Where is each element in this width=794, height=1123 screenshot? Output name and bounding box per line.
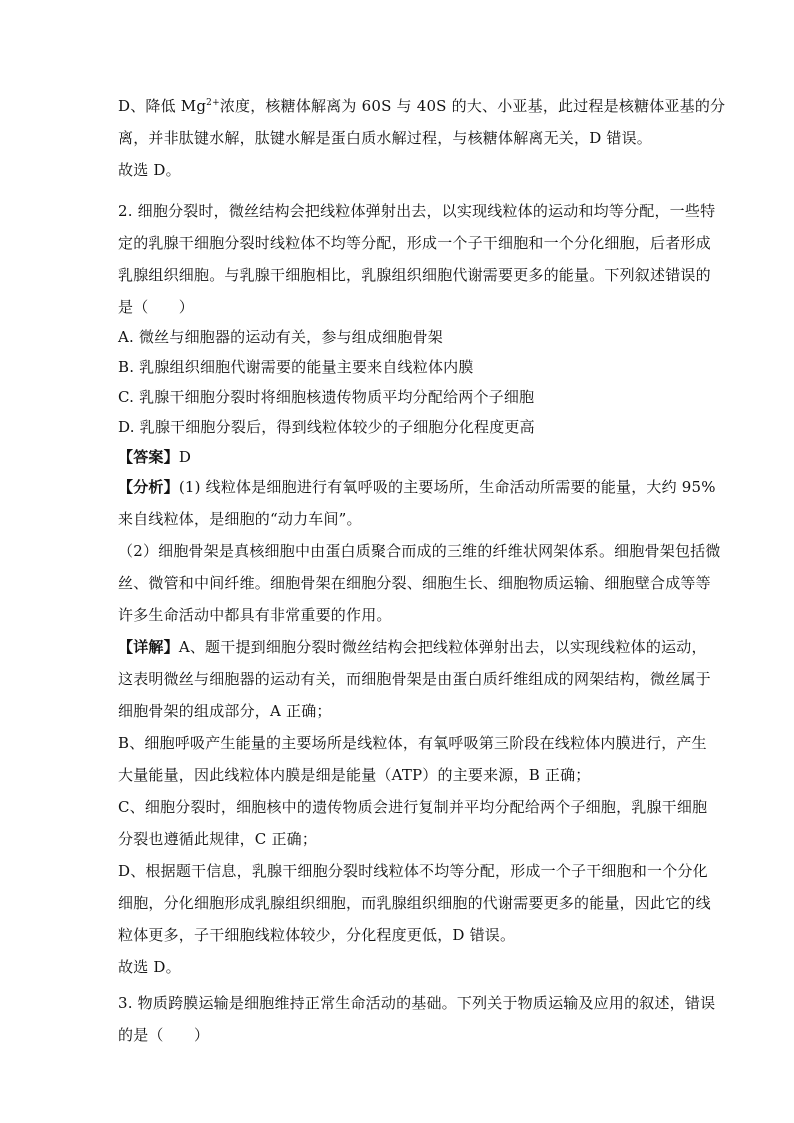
text-line: （2）细胞骨架是真核细胞中由蛋白质聚合而成的三维的纤维状网架体系。细胞骨架包括微 (118, 542, 721, 560)
text-line: 这表明微丝与细胞器的运动有关，而细胞骨架是由蛋白质纤维组成的网架结构，微丝属于 (118, 670, 711, 688)
text-line: 细胞骨架的组成部分，A 正确； (118, 702, 332, 720)
text-line: 定的乳腺干细胞分裂时线粒体不均等分配，形成一个子干细胞和一个分化细胞，后者形成 (118, 234, 711, 252)
detail-label: 【详解】 (118, 638, 179, 656)
superscript: 2+ (206, 98, 220, 108)
answer-label: 【答案】 (118, 448, 179, 466)
option-b: B. 乳腺组织细胞代谢需要的能量主要来自线粒体内膜 (118, 358, 474, 376)
text-line: 是（ ） (118, 298, 195, 316)
analysis-label: 【分析】 (118, 478, 179, 496)
text-line: 分裂也遵循此规律，C 正确； (118, 830, 318, 848)
text-line: 离，并非肽键水解，肽键水解是蛋白质水解过程，与核糖体解离无关，D 错误。 (118, 129, 652, 147)
text-line: 的是（ ） (118, 1026, 210, 1044)
answer-line: 【答案】D (118, 448, 192, 466)
text-line: 粒体更多，子干细胞线粒体较少，分化程度更低，D 错误。 (118, 926, 516, 944)
detail-line: 【详解】A、题干提到细胞分裂时微丝结构会把线粒体弹射出去，以实现线粒体的运动， (118, 638, 707, 656)
text-line: 来自线粒体，是细胞的“动力车间”。 (118, 510, 362, 528)
text-line: B、细胞呼吸产生能量的主要场所是线粒体，有氧呼吸第三阶段在线粒体内膜进行，产生 (118, 734, 707, 752)
analysis-line: 【分析】(1) 线粒体是细胞进行有氧呼吸的主要场所，生命活动所需要的能量，大约 95% (118, 478, 716, 496)
option-a: A. 微丝与细胞器的运动有关，参与组成细胞骨架 (118, 328, 443, 346)
text-line: 乳腺组织细胞。与乳腺干细胞相比，乳腺组织细胞代谢需要更多的能量。下列叙述错误的 (118, 266, 711, 284)
question-2-stem: 2. 细胞分裂时，微丝结构会把线粒体弹射出去，以实现线粒体的运动和均等分配，一些特 (118, 202, 716, 220)
text-line: D、降低 $Mg^{2+}$浓度，核糖体解离为 60S 与 40S 的大、小亚基，此过程是核糖体亚基的分 (118, 97, 726, 115)
text-line: D、根据题干信息，乳腺干细胞分裂时线粒体不均等分配，形成一个子干细胞和一个分化 (118, 862, 708, 880)
question-3-stem: 3. 物质跨膜运输是细胞维持正常生命活动的基础。下列关于物质运输及应用的叙述，错误 (118, 994, 716, 1012)
text-line: 丝、微管和中间纤维。细胞骨架在细胞分裂、细胞生长、细胞物质运输、细胞壁合成等等 (118, 574, 711, 592)
text-line: 故选 D。 (118, 958, 181, 976)
text-line: 许多生命活动中都具有非常重要的作用。 (118, 606, 392, 624)
option-d: D. 乳腺干细胞分裂后，得到线粒体较少的子细胞分化程度更高 (118, 418, 535, 436)
text-line: C、细胞分裂时，细胞核中的遗传物质会进行复制并平均分配给两个子细胞，乳腺干细胞 (118, 798, 708, 816)
text-line: 大量能量，因此线粒体内膜是细是能量（ATP）的主要来源，B 正确； (118, 766, 591, 784)
text-line: 细胞，分化细胞形成乳腺组织细胞，而乳腺组织细胞的代谢需要更多的能量，因此它的线 (118, 894, 711, 912)
text-line: 故选 D。 (118, 161, 181, 179)
option-c: C. 乳腺干细胞分裂时将细胞核遗传物质平均分配给两个子细胞 (118, 388, 535, 406)
